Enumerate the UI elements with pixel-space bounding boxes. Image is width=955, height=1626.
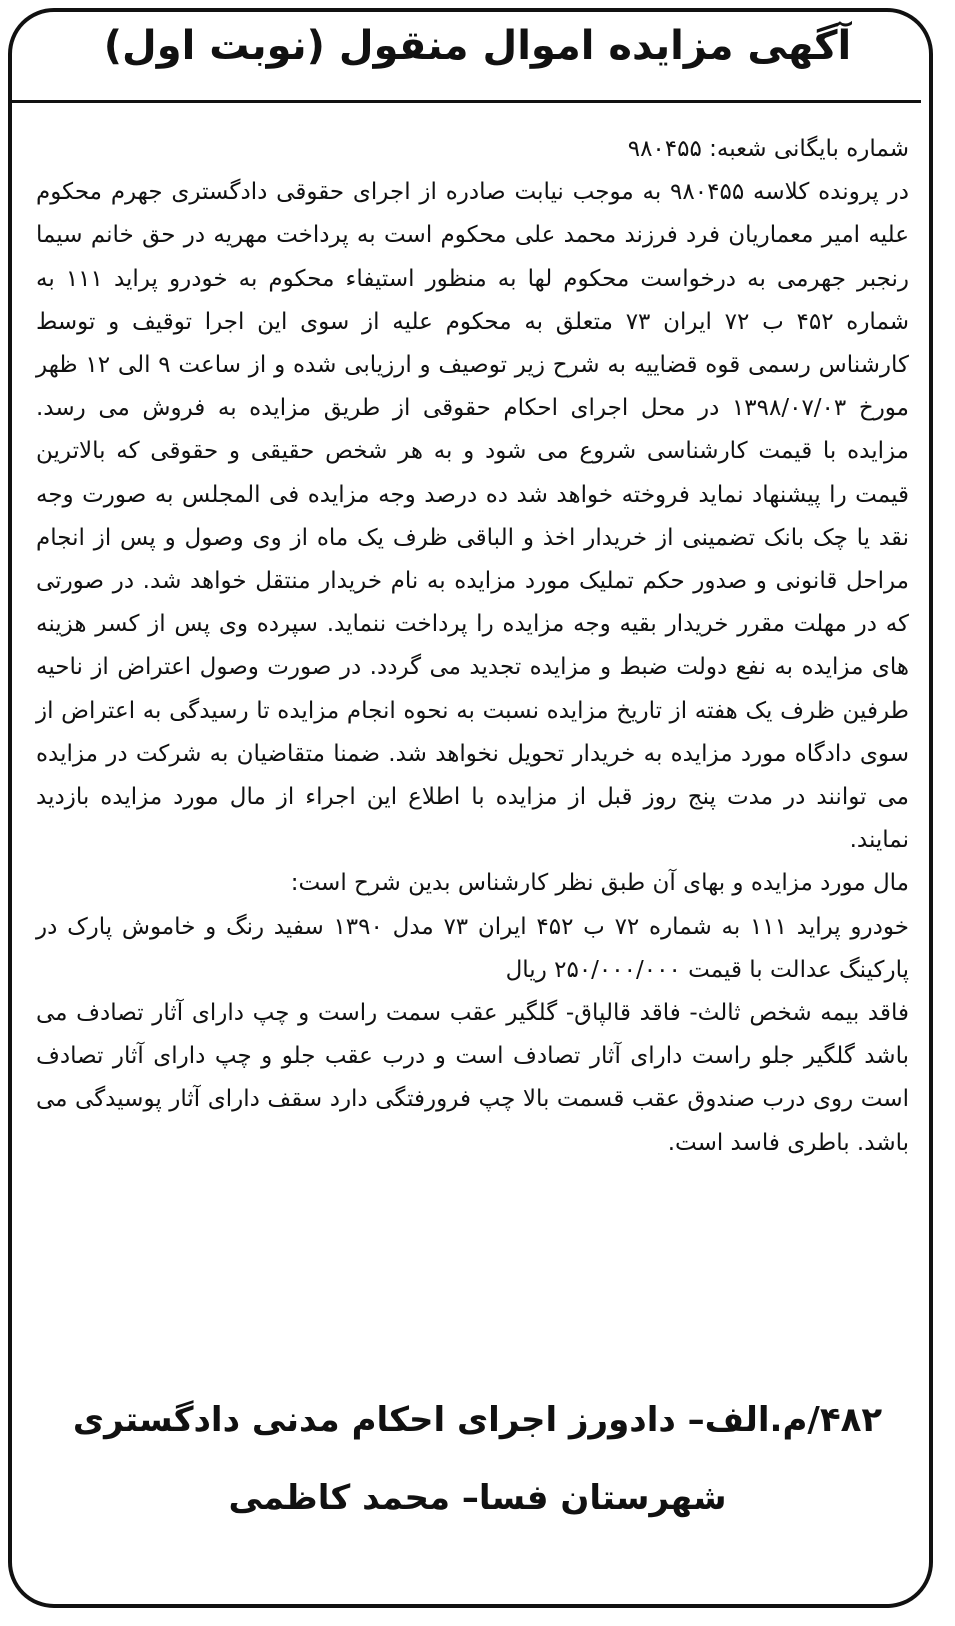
items-intro: مال مورد مزایده و بهای آن طبق نظر کارشناس بدین شرح است: [290,870,909,897]
notice-title: آگهی مزایده اموال منقول (نوبت اول) [103,23,852,69]
notice-body [36,128,909,1165]
signature-line-1: ۴۸۲/م.الف– دادورز اجرای احکام مدنی دادگستری [72,1400,883,1440]
main-paragraph: در پرونده کلاسه ۹۸۰۴۵۵ به موجب نیابت صادره از اجرای حقوقی دادگستری جهرم محکوم علیه امیر معماریان فرد فرزند محمد علی محکوم است به پرداخت مهریه در حق خانم سیما رنجبر جهرمی به درخواست محکوم لها به منظور استیفاء محکوم به خودرو پراید ۱۱۱ به شماره ۴۵۲ ب ۷۲ ایران ۷۳ متعلق به محکوم علیه از سوی این اجرا توقیف و توسط کارشناس رسمی قوه قضاییه به شرح زیر توصیف و ارزیابی شده و از ساعت ۹ الی ۱۲ ظهر مورخ ۱۳۹۸/۰۷/۰۳ در محل اجرای احکام حقوقی از طریق مزایده به فروش می رسد. مزایده با قیمت کارشناسی شروع می شود و به هر شخص حقیقی و حقوقی که بالاترین قیمت را پیشنهاد نماید فروخته خواهد شد ده درصد وجه مزایده فی المجلس به صورت وجه نقد یا چک بانک تضمینی از خریدار اخذ و الباقی ظرف یک ماه از وی وصول و پس از انجام مراحل قانونی و صدور حکم تملیک مورد مزایده به نام خریدار منتقل خواهد شد. در صورتی که در مهلت مقرر خریدار بقیه وجه مزایده را پرداخت ننماید. سپرده وی پس از کسر هزینه های مزایده به نفع دولت ضبط و مزایده تجدید می گردد. در صورت وصول اعتراض از ناحیه طرفین ظرف یک هفته از تاریخ مزایده نسبت به نحوه انجام مزایده تا رسیدگی به اعتراض از سوی دادگاه مورد مزایده به خریدار تحویل نخواهد شد. ضمنا متقاضیان به شرکت در مزایده می توانند در مدت پنج روز قبل از مزایده با اطلاع این اجراء از مال مورد مزایده بازدید نمایند. [36,179,910,854]
item-description: خودرو پراید ۱۱۱ به شماره ۷۲ ب ۴۵۲ ایران ۷۳ مدل ۱۳۹۰ سفید رنگ و خاموش پارک در پارکینگ عدالت با قیمت ۲۵۰/۰۰۰/۰۰۰ ریال [36,913,909,983]
archive-number: شماره بایگانی شعبه: ۹۸۰۴۵۵ [627,136,909,162]
item-condition: فاقد بیمه شخص ثالث- فاقد قالپاق- گلگیر عقب سمت راست و چپ دارای آثار تصادف می باشد گلگیر جلو راست دارای آثار تصادف است و درب عقب جلو و چپ دارای آثار تصادف است روی درب صندوق عقب قسمت بالا چپ فرورفتگی دارد سقف دارای آثار پوسیدگی می باشد. باطری فاسد است. [36,1000,909,1156]
signature-line-2: شهرستان فسا– محمد کاظمی [228,1478,727,1518]
title-divider [12,100,921,103]
